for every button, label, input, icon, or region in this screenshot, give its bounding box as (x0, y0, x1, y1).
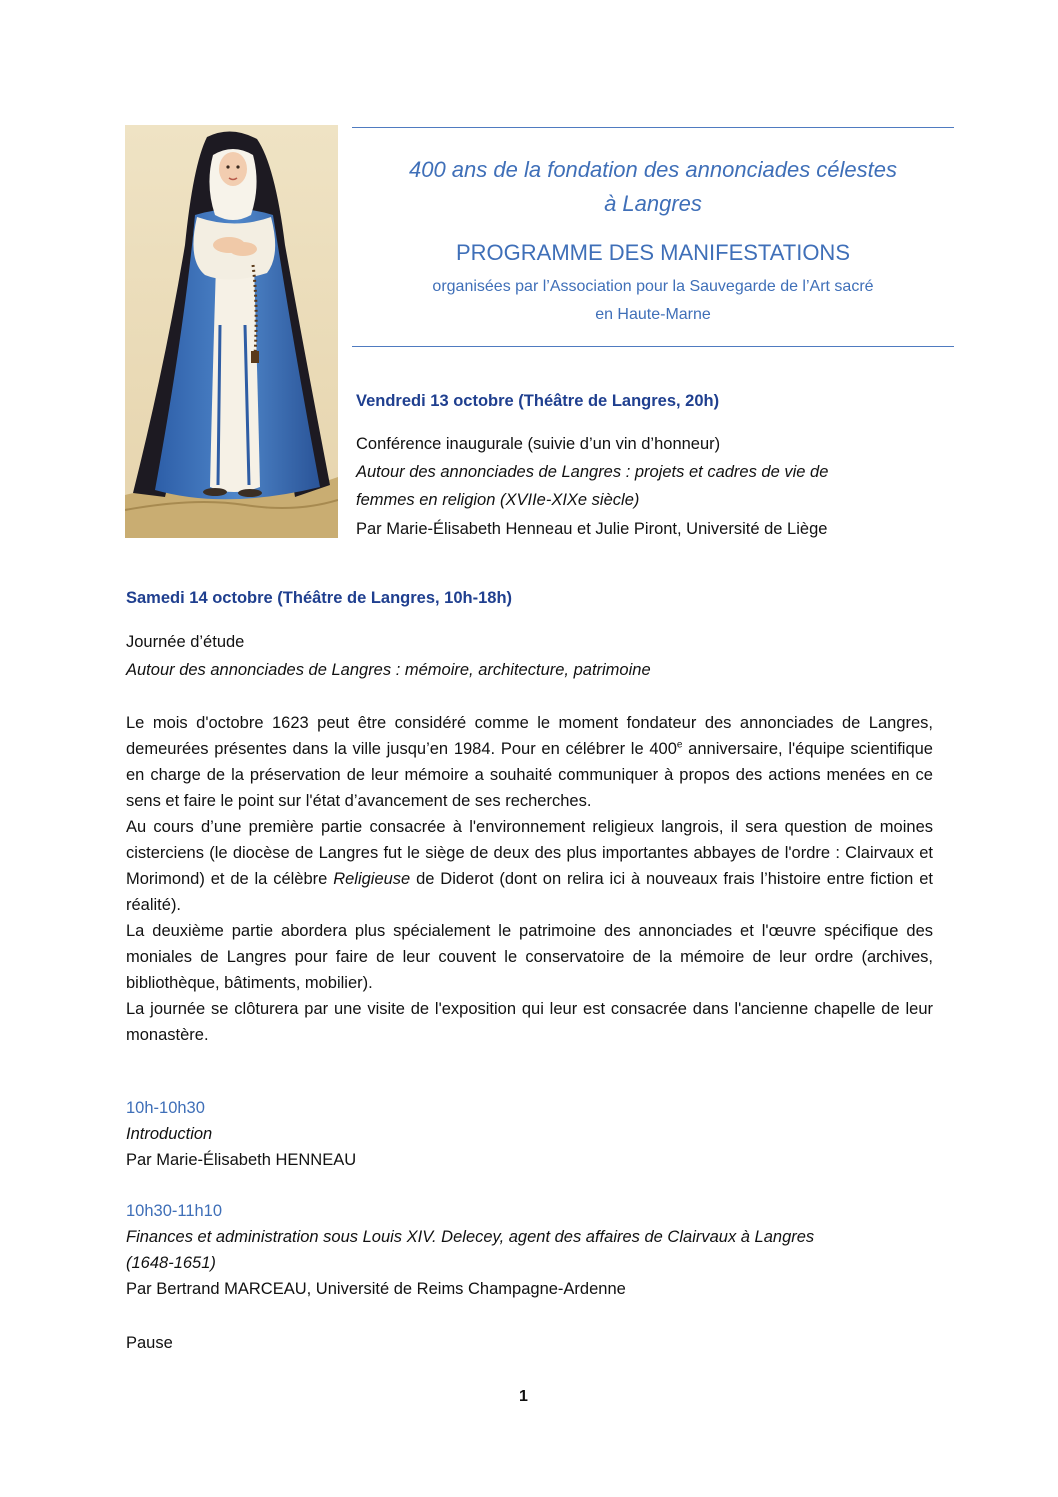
description-para-4: La journée se clôturera par une visite de l'exposition qui leur est consacrée dans l'ancienne chapelle de leur monastère. (126, 1000, 933, 1044)
program-title: PROGRAMME DES MANIFESTATIONS (456, 240, 850, 265)
session-2-title-line1: Finances et administration sous Louis XIV. Delecey, agent des affaires de Clairvaux à Langres (126, 1228, 815, 1246)
description-para-2: Au cours d’une première partie consacrée à l'environnement religieux langrois, il sera question de moines cisterciens (le diocèse de Langres fut le siège de deux des plus importantes abbayes de l'ordre : Clairvaux et Morimond) et de la célèbre Religieuse de Diderot (dont on relira ici à nouveaux frais l’histoire entre fiction et réalité). (126, 818, 933, 914)
page-number: 1 (519, 1388, 528, 1405)
header-bottom-rule (352, 346, 954, 347)
event-title-line1: 400 ans de la fondation des annonciades célestes (408, 157, 898, 182)
saturday-description (126, 710, 933, 1048)
session-2-title-line2: (1648-1651) (126, 1254, 216, 1272)
friday-heading: Vendredi 13 octobre (Théâtre de Langres, 20h) (356, 392, 720, 410)
saturday-event-subtitle: Autour des annonciades de Langres : mémoire, architecture, patrimoine (126, 661, 651, 679)
nun-figure-image (125, 125, 338, 538)
description-para-3: La deuxième partie abordera plus spécialement le patrimoine des annonciades et l'œuvre spécifique des moniales de Langres pour faire de leur couvent le conservatoire de la mémoire de leur ordre (archives, bibliothèque, bâtiments, mobilier). (126, 922, 933, 992)
friday-event-title: Conférence inaugurale (suivie d’un vin d’honneur) (356, 435, 721, 453)
organizer-line1: organisées par l’Association pour la Sauvegarde de l’Art sacré (432, 278, 874, 295)
saturday-heading: Samedi 14 octobre (Théâtre de Langres, 10h-18h) (126, 589, 513, 607)
description-para-1: Le mois d'octobre 1623 peut être considéré comme le moment fondateur des annonciades de Langres, demeurées présentes dans la ville jusqu’en 1984. Pour en célébrer le 400e anniversaire, l'équipe scientifique en charge de la préservation de leur mémoire a souhaité communiquer à propos des actions menées en ce sens et faire le point sur l'état d’avancement de ses recherches. (126, 714, 933, 810)
friday-speakers: Par Marie-Élisabeth Henneau et Julie Piront, Université de Liège (356, 520, 828, 538)
event-title-line2: à Langres (604, 191, 702, 216)
header-top-rule (352, 127, 954, 128)
friday-talk-line2: femmes en religion (XVIIe-XIXe siècle) (356, 491, 640, 509)
session-1-speaker: Par Marie-Élisabeth HENNEAU (126, 1151, 357, 1169)
saturday-event-title: Journée d’étude (126, 633, 245, 651)
session-2-speaker: Par Bertrand MARCEAU, Université de Reims Champagne-Ardenne (126, 1280, 626, 1298)
nun-illustration (125, 125, 338, 538)
pause-label: Pause (126, 1334, 173, 1352)
session-1-title: Introduction (126, 1125, 213, 1143)
session-2-time: 10h30-11h10 (126, 1202, 223, 1220)
organizer-line2: en Haute-Marne (595, 306, 711, 323)
friday-talk-line1: Autour des annonciades de Langres : projets et cadres de vie de (356, 463, 829, 481)
session-1-time: 10h-10h30 (126, 1099, 205, 1117)
